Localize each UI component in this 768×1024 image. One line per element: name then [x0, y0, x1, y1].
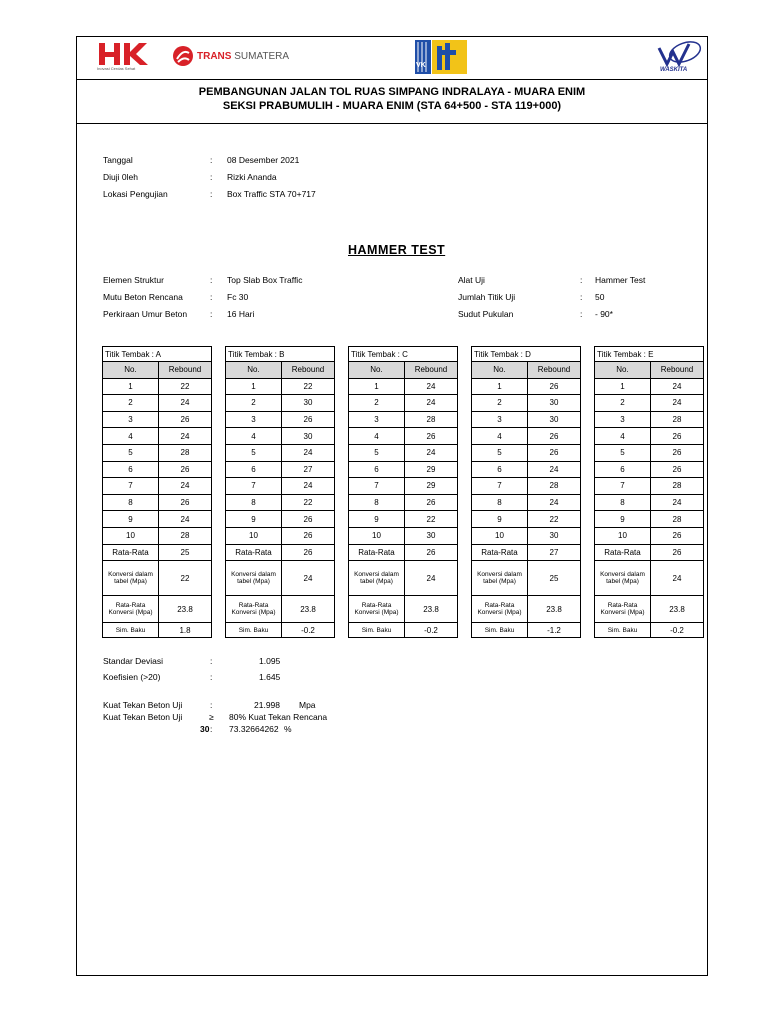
col-rebound-header: Rebound: [528, 362, 581, 379]
konversi-label: Konversi dalam tabel (Mpa): [595, 561, 651, 596]
kuat2-label: Kuat Tekan Beton Uji: [103, 712, 183, 722]
rebound-value: 26: [159, 494, 212, 511]
rebound-value: 26: [528, 378, 581, 395]
row-number: 10: [349, 527, 405, 544]
table-row: [103, 378, 212, 395]
table-row: [595, 494, 704, 511]
table-row: [472, 378, 581, 395]
sim-baku-label: Sim. Baku: [103, 623, 159, 638]
table-row: [349, 411, 458, 428]
col-no-header: No.: [472, 362, 528, 379]
mutu-colon: :: [210, 292, 213, 302]
mutu-label: Mutu Beton Rencana: [103, 292, 183, 302]
rata-konversi-value: 23.8: [405, 596, 458, 623]
rebound-value: 22: [405, 511, 458, 528]
row-number: 10: [472, 527, 528, 544]
rebound-value: 26: [528, 444, 581, 461]
rebound-value: 28: [651, 478, 704, 495]
koef-label: Koefisien (>20): [103, 672, 161, 682]
row-number: 9: [349, 511, 405, 528]
pct-colon: :: [210, 724, 213, 734]
project-title: [77, 80, 707, 124]
rebound-value: 22: [159, 378, 212, 395]
table-row: [472, 428, 581, 445]
konversi-label: Konversi dalam tabel (Mpa): [226, 561, 282, 596]
row-number: 6: [103, 461, 159, 478]
table-row: [226, 527, 335, 544]
table-row: [103, 478, 212, 495]
table-row: [595, 527, 704, 544]
table-row: [226, 494, 335, 511]
rebound-value: 24: [651, 395, 704, 412]
alat-label: Alat Uji: [458, 275, 485, 285]
table-caption: Titik Tembak : C: [349, 347, 458, 362]
table-caption: Titik Tembak : D: [472, 347, 581, 362]
diuji-colon: :: [210, 172, 213, 182]
sumatera-word: SUMATERA: [234, 51, 290, 62]
rebound-value: 24: [159, 511, 212, 528]
rebound-value: 28: [405, 411, 458, 428]
table-row: [595, 511, 704, 528]
col-no-header: No.: [349, 362, 405, 379]
jumlah-value: 50: [595, 292, 605, 302]
row-number: 7: [472, 478, 528, 495]
row-number: 1: [595, 378, 651, 395]
lokasi-label: Lokasi Pengujian: [103, 189, 168, 199]
rata-value: 26: [282, 544, 335, 561]
table-row: [103, 411, 212, 428]
jumlah-label: Jumlah Titik Uji: [458, 292, 516, 302]
rebound-value: 28: [528, 478, 581, 495]
row-number: 1: [472, 378, 528, 395]
table-row: [472, 411, 581, 428]
row-number: 3: [472, 411, 528, 428]
umur-colon: :: [210, 309, 213, 319]
rebound-table: [348, 346, 458, 638]
waskita-text: WASKITA: [660, 67, 688, 73]
row-number: 6: [226, 461, 282, 478]
kuat1-label: Kuat Tekan Beton Uji: [103, 700, 183, 710]
table-row: [226, 511, 335, 528]
rebound-table: [594, 346, 704, 638]
kuat1-unit: Mpa: [299, 700, 316, 710]
koef-value: 1.645: [259, 672, 281, 682]
table-row: [226, 461, 335, 478]
col-no-header: No.: [103, 362, 159, 379]
konversi-value: 24: [405, 561, 458, 596]
rebound-value: 27: [282, 461, 335, 478]
rata-konversi-label: Rata-Rata Konversi (Mpa): [103, 596, 159, 623]
std-value: 1.095: [259, 656, 281, 666]
rata-value: 25: [159, 544, 212, 561]
diuji-label: Diuji 0leh: [103, 172, 138, 182]
table-row: [349, 395, 458, 412]
row-number: 5: [595, 444, 651, 461]
rebound-value: 26: [405, 428, 458, 445]
rebound-value: 28: [159, 444, 212, 461]
konversi-label: Konversi dalam tabel (Mpa): [103, 561, 159, 596]
rata-label: Rata-Rata: [349, 544, 405, 561]
rebound-value: 24: [159, 428, 212, 445]
row-number: 1: [103, 378, 159, 395]
rebound-value: 24: [405, 378, 458, 395]
rebound-value: 29: [405, 478, 458, 495]
table-row: [349, 478, 458, 495]
rata-konversi-value: 23.8: [282, 596, 335, 623]
rata-konversi-value: 23.8: [528, 596, 581, 623]
rebound-value: 22: [282, 494, 335, 511]
row-number: 7: [349, 478, 405, 495]
kuat1-colon: :: [210, 700, 213, 710]
table-row: [349, 461, 458, 478]
table-row: [103, 511, 212, 528]
table-row: [226, 478, 335, 495]
row-number: 2: [226, 395, 282, 412]
elemen-label: Elemen Struktur: [103, 275, 164, 285]
table-row: [349, 378, 458, 395]
table-row: [103, 494, 212, 511]
rebound-value: 24: [405, 395, 458, 412]
table-row: [595, 378, 704, 395]
row-number: 8: [472, 494, 528, 511]
jumlah-colon: :: [580, 292, 583, 302]
table-row: [226, 395, 335, 412]
pct-value: 73.32664262: [229, 724, 279, 734]
diuji-value: Rizki Ananda: [227, 172, 277, 182]
kuat1-value: 21.998: [254, 700, 280, 710]
row-number: 5: [226, 444, 282, 461]
tanggal-colon: :: [210, 155, 213, 165]
row-number: 5: [103, 444, 159, 461]
table-row: [103, 395, 212, 412]
row-number: 2: [349, 395, 405, 412]
rebound-value: 28: [159, 527, 212, 544]
rebound-value: 24: [159, 478, 212, 495]
konversi-value: 24: [651, 561, 704, 596]
rebound-value: 26: [651, 428, 704, 445]
std-colon: :: [210, 656, 213, 666]
row-number: 4: [472, 428, 528, 445]
rata-konversi-label: Rata-Rata Konversi (Mpa): [226, 596, 282, 623]
hk-tagline: Inovasi Cerdas Sehat: [97, 66, 136, 71]
col-rebound-header: Rebound: [405, 362, 458, 379]
rebound-value: 30: [528, 395, 581, 412]
rebound-table: [102, 346, 212, 638]
rebound-value: 28: [651, 511, 704, 528]
rebound-table: [471, 346, 581, 638]
row-number: 7: [595, 478, 651, 495]
rebound-value: 26: [651, 444, 704, 461]
rata-label: Rata-Rata: [472, 544, 528, 561]
rata-label: Rata-Rata: [226, 544, 282, 561]
row-number: 1: [349, 378, 405, 395]
row-number: 7: [226, 478, 282, 495]
rata-konversi-label: Rata-Rata Konversi (Mpa): [349, 596, 405, 623]
std-label: Standar Deviasi: [103, 656, 164, 666]
sim-baku-label: Sim. Baku: [349, 623, 405, 638]
table-row: [595, 395, 704, 412]
rebound-value: 24: [651, 494, 704, 511]
rebound-value: 26: [159, 411, 212, 428]
rebound-value: 30: [282, 395, 335, 412]
table-caption: Titik Tembak : B: [226, 347, 335, 362]
table-row: [103, 461, 212, 478]
alat-colon: :: [580, 275, 583, 285]
tanggal-label: Tanggal: [103, 155, 133, 165]
pct-unit: %: [284, 724, 292, 734]
row-number: 3: [103, 411, 159, 428]
table-row: [226, 378, 335, 395]
title-line-2: SEKSI PRABUMULIH - MUARA ENIM (STA 64+500 - STA 119+000): [222, 100, 562, 112]
table-row: [103, 527, 212, 544]
rebound-value: 24: [282, 444, 335, 461]
rata-value: 26: [651, 544, 704, 561]
rata-konversi-label: Rata-Rata Konversi (Mpa): [595, 596, 651, 623]
table-row: [349, 494, 458, 511]
rebound-value: 26: [651, 461, 704, 478]
rebound-table: [225, 346, 335, 638]
table-row: [349, 444, 458, 461]
lokasi-colon: :: [210, 189, 213, 199]
rebound-value: 22: [282, 378, 335, 395]
rebound-value: 24: [528, 461, 581, 478]
col-no-header: No.: [595, 362, 651, 379]
row-number: 9: [226, 511, 282, 528]
table-row: [595, 411, 704, 428]
rata-konversi-value: 23.8: [651, 596, 704, 623]
table-row: [226, 428, 335, 445]
sim-baku-label: Sim. Baku: [472, 623, 528, 638]
rebound-value: 29: [405, 461, 458, 478]
rebound-value: 30: [282, 428, 335, 445]
konversi-label: Konversi dalam tabel (Mpa): [472, 561, 528, 596]
sudut-colon: :: [580, 309, 583, 319]
konversi-label: Konversi dalam tabel (Mpa): [349, 561, 405, 596]
sim-baku-value: 1.8: [159, 623, 212, 638]
row-number: 8: [595, 494, 651, 511]
table-row: [103, 428, 212, 445]
row-number: 9: [595, 511, 651, 528]
rata-label: Rata-Rata: [103, 544, 159, 561]
table-row: [349, 428, 458, 445]
row-number: 5: [349, 444, 405, 461]
table-row: [349, 511, 458, 528]
konversi-value: 22: [159, 561, 212, 596]
rebound-value: 26: [282, 527, 335, 544]
table-row: [595, 461, 704, 478]
section-title: HAMMER TEST: [348, 243, 446, 257]
row-number: 4: [595, 428, 651, 445]
rata-konversi-value: 23.8: [159, 596, 212, 623]
row-number: 9: [103, 511, 159, 528]
sim-baku-label: Sim. Baku: [226, 623, 282, 638]
row-number: 10: [103, 527, 159, 544]
rebound-value: 26: [528, 428, 581, 445]
row-number: 3: [226, 411, 282, 428]
rebound-value: 24: [528, 494, 581, 511]
col-rebound-header: Rebound: [651, 362, 704, 379]
row-number: 8: [226, 494, 282, 511]
row-number: 10: [595, 527, 651, 544]
title-line-1: PEMBANGUNAN JALAN TOL RUAS SIMPANG INDRALAYA - MUARA ENIM: [198, 86, 586, 98]
rebound-value: 24: [651, 378, 704, 395]
table-row: [595, 478, 704, 495]
elemen-colon: :: [210, 275, 213, 285]
col-rebound-header: Rebound: [159, 362, 212, 379]
row-number: 6: [349, 461, 405, 478]
rebound-value: 30: [528, 527, 581, 544]
rata-label: Rata-Rata: [595, 544, 651, 561]
sim-baku-value: -0.2: [651, 623, 704, 638]
rata-value: 26: [405, 544, 458, 561]
row-number: 2: [472, 395, 528, 412]
sim-baku-value: -0.2: [405, 623, 458, 638]
table-row: [349, 527, 458, 544]
row-number: 3: [595, 411, 651, 428]
col-rebound-header: Rebound: [282, 362, 335, 379]
elemen-value: Top Slab Box Traffic: [227, 275, 303, 285]
table-row: [472, 395, 581, 412]
row-number: 8: [103, 494, 159, 511]
rebound-value: 24: [282, 478, 335, 495]
row-number: 3: [349, 411, 405, 428]
table-row: [472, 461, 581, 478]
row-number: 4: [103, 428, 159, 445]
konversi-value: 25: [528, 561, 581, 596]
pct-prefix: 30: [200, 724, 210, 734]
rebound-value: 28: [651, 411, 704, 428]
mutu-value: Fc 30: [227, 292, 249, 302]
table-row: [595, 428, 704, 445]
table-caption: Titik Tembak : E: [595, 347, 704, 362]
waskita-logo: [655, 40, 705, 68]
rebound-value: 26: [282, 411, 335, 428]
row-number: 2: [595, 395, 651, 412]
tanggal-value: 08 Desember 2021: [227, 155, 300, 165]
kuat2-value: 80% Kuat Tekan Rencana: [229, 712, 328, 722]
row-number: 5: [472, 444, 528, 461]
table-row: [103, 444, 212, 461]
rebound-value: 26: [651, 527, 704, 544]
table-row: [595, 444, 704, 461]
row-number: 6: [472, 461, 528, 478]
row-number: 6: [595, 461, 651, 478]
table-row: [472, 511, 581, 528]
logo-bar: [77, 37, 707, 80]
alat-value: Hammer Test: [595, 275, 646, 285]
row-number: 8: [349, 494, 405, 511]
row-number: 1: [226, 378, 282, 395]
table-row: [226, 411, 335, 428]
umur-value: 16 Hari: [227, 309, 255, 319]
lokasi-value: Box Traffic STA 70+717: [227, 189, 316, 199]
sim-baku-value: -1.2: [528, 623, 581, 638]
koef-colon: :: [210, 672, 213, 682]
vk-text: VK: [416, 62, 426, 69]
rebound-value: 24: [405, 444, 458, 461]
row-number: 2: [103, 395, 159, 412]
row-number: 4: [349, 428, 405, 445]
trans-word: TRANS: [197, 51, 232, 62]
umur-label: Perkiraan Umur Beton: [103, 309, 188, 319]
table-row: [472, 444, 581, 461]
table-row: [472, 527, 581, 544]
sudut-value: - 90*: [595, 309, 613, 319]
row-number: 9: [472, 511, 528, 528]
table-row: [472, 494, 581, 511]
rebound-value: 26: [282, 511, 335, 528]
row-number: 4: [226, 428, 282, 445]
rebound-value: 26: [159, 461, 212, 478]
rebound-value: 26: [405, 494, 458, 511]
table-caption: Titik Tembak : A: [103, 347, 212, 362]
rebound-value: 22: [528, 511, 581, 528]
rebound-value: 30: [405, 527, 458, 544]
hutama-karya-logo: [97, 41, 167, 67]
rata-value: 27: [528, 544, 581, 561]
table-row: [472, 478, 581, 495]
rebound-value: 30: [528, 411, 581, 428]
rebound-value: 24: [159, 395, 212, 412]
sim-baku-value: -0.2: [282, 623, 335, 638]
konversi-value: 24: [282, 561, 335, 596]
table-row: [226, 444, 335, 461]
col-no-header: No.: [226, 362, 282, 379]
row-number: 7: [103, 478, 159, 495]
sim-baku-label: Sim. Baku: [595, 623, 651, 638]
trans-sumatera-logo-icon: [172, 45, 194, 67]
trans-sumatera-text: [197, 51, 289, 62]
rata-konversi-label: Rata-Rata Konversi (Mpa): [472, 596, 528, 623]
kuat2-symbol: ≥: [209, 712, 214, 722]
row-number: 10: [226, 527, 282, 544]
sudut-label: Sudut Pukulan: [458, 309, 514, 319]
